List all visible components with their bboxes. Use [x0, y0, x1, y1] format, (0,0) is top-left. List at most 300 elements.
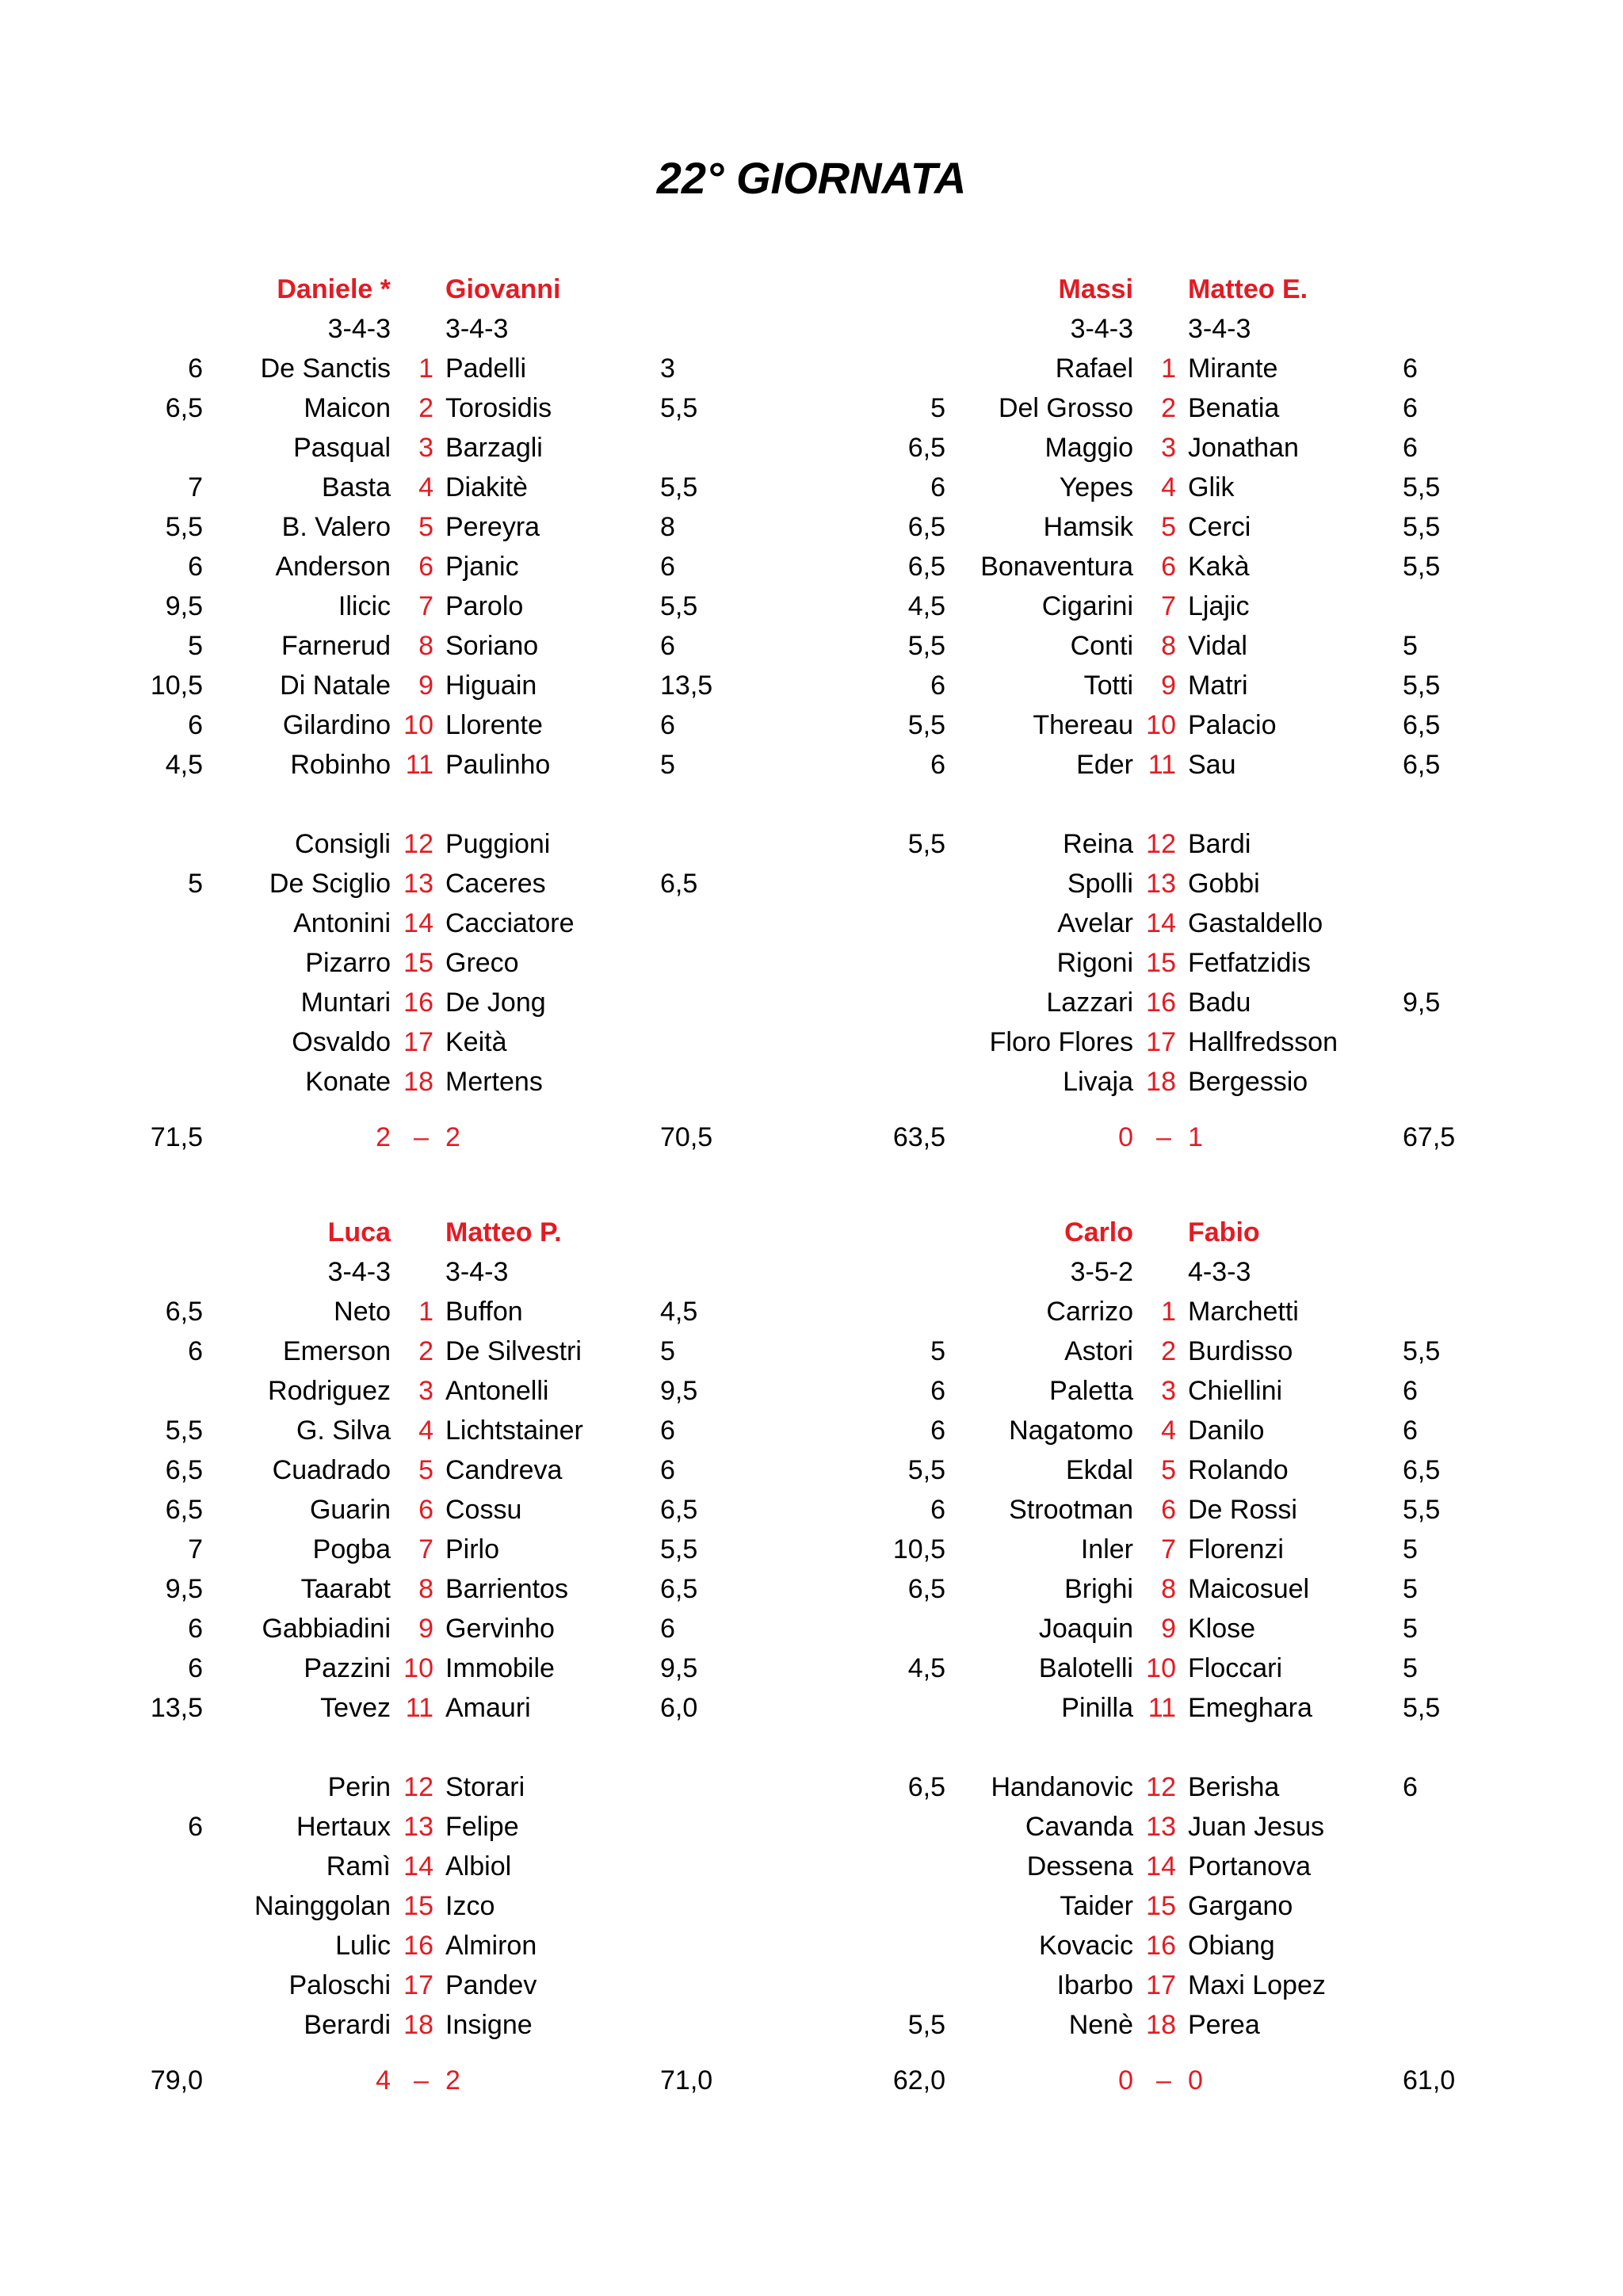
home-player-vote: 6,5 [165, 1495, 203, 1525]
shirt-number: 6 [418, 1495, 433, 1525]
away-player-vote: 5 [1403, 631, 1418, 661]
starter-row [0, 428, 812, 468]
shirt-number: 7 [418, 1534, 433, 1564]
away-goals: 0 [1188, 2065, 1203, 2095]
shirt-number: 12 [1146, 1772, 1176, 1802]
shirt-number: 18 [403, 1067, 433, 1097]
away-player-name: Vidal [1188, 631, 1247, 661]
away-player-vote: 5,5 [660, 472, 698, 502]
away-formation: 4-3-3 [1188, 1257, 1251, 1287]
home-player-vote: 6 [930, 750, 945, 780]
shirt-number: 11 [405, 1693, 433, 1723]
home-player-name: Cavanda [1025, 1812, 1133, 1842]
home-formation: 3-4-3 [327, 1257, 391, 1287]
home-player-name: Thereau [1033, 710, 1133, 740]
home-player-vote: 5,5 [907, 829, 945, 859]
shirt-number: 8 [418, 631, 433, 661]
score-separator: – [1156, 1122, 1171, 1152]
home-player-name: Robinho [290, 750, 391, 780]
shirt-number: 6 [1161, 552, 1176, 582]
bench-row [0, 904, 812, 943]
starter-row [0, 1411, 812, 1450]
shirt-number: 12 [403, 829, 433, 859]
home-player-name: Carrizo [1046, 1297, 1133, 1327]
away-player-name: Rolando [1188, 1455, 1289, 1485]
home-player-name: Maicon [304, 393, 391, 423]
home-player-name: Guarin [309, 1495, 391, 1525]
home-player-vote: 13,5 [150, 1693, 203, 1723]
home-player-name: Nainggolan [254, 1891, 391, 1921]
away-player-name: Gargano [1188, 1891, 1293, 1921]
shirt-number: 8 [1161, 631, 1176, 661]
away-player-name: Bardi [1188, 829, 1251, 859]
away-player-vote: 5,5 [1403, 1693, 1441, 1723]
home-player-name: Antonini [293, 908, 391, 938]
away-player-name: Glik [1188, 472, 1235, 502]
away-player-vote: 5,5 [1403, 512, 1441, 542]
home-formation: 3-5-2 [1070, 1257, 1133, 1287]
shirt-number: 17 [403, 1027, 433, 1057]
home-player-name: Joaquin [1038, 1614, 1133, 1644]
home-player-name: Di Natale [280, 670, 391, 701]
away-player-name: Pjanic [445, 552, 519, 582]
shirt-number: 5 [1161, 512, 1176, 542]
away-player-vote: 5,5 [1403, 1336, 1441, 1366]
starter-row [0, 666, 812, 705]
home-team-name: Carlo [1064, 1217, 1133, 1247]
home-player-vote: 6 [188, 552, 203, 582]
away-player-name: Lichtstainer [445, 1415, 583, 1446]
starter-row [743, 428, 1554, 468]
shirt-number: 12 [403, 1772, 433, 1802]
bench-row [0, 1966, 812, 2005]
starter-row [743, 349, 1554, 388]
home-formation: 3-4-3 [327, 314, 391, 344]
starter-row [0, 388, 812, 428]
away-player-name: Cossu [445, 1495, 522, 1525]
away-player-vote: 6,5 [660, 1574, 698, 1604]
away-player-vote: 5 [1403, 1574, 1418, 1604]
away-formation: 3-4-3 [445, 1257, 509, 1287]
shirt-number: 10 [1146, 1653, 1176, 1683]
away-player-vote: 6 [1403, 353, 1418, 384]
away-player-name: Maxi Lopez [1188, 1970, 1326, 2000]
shirt-number: 3 [418, 1376, 433, 1406]
bench-row [743, 1847, 1554, 1886]
away-player-name: De Rossi [1188, 1495, 1297, 1525]
shirt-number: 16 [403, 1931, 433, 1961]
shirt-number: 15 [403, 948, 433, 978]
starter-row [743, 1688, 1554, 1728]
away-player-vote: 6,5 [660, 869, 698, 899]
away-player-name: Perea [1188, 2010, 1260, 2040]
away-player-name: Portanova [1188, 1851, 1311, 1881]
home-total: 62,0 [892, 2065, 945, 2095]
home-player-name: Ekdal [1065, 1455, 1133, 1485]
starter-row [743, 1530, 1554, 1569]
bench-row [743, 1966, 1554, 2005]
home-player-vote: 6 [930, 1415, 945, 1446]
shirt-number: 2 [1161, 1336, 1176, 1366]
home-player-vote: 6 [930, 1376, 945, 1406]
away-player-vote: 6 [660, 1455, 675, 1485]
away-player-name: Bergessio [1188, 1067, 1308, 1097]
home-player-name: Rigoni [1056, 948, 1133, 978]
away-player-name: Emeghara [1188, 1693, 1312, 1723]
starter-row [743, 666, 1554, 705]
home-player-vote: 6 [930, 1495, 945, 1525]
away-player-vote: 6 [660, 1614, 675, 1644]
score-separator: – [414, 1122, 429, 1152]
starter-row [0, 1688, 812, 1728]
home-player-vote: 6,5 [165, 1297, 203, 1327]
away-player-vote: 6,5 [1403, 1455, 1441, 1485]
starter-row [0, 1450, 812, 1490]
starter-row [743, 745, 1554, 785]
starter-row [743, 1371, 1554, 1411]
home-player-name: Eder [1076, 750, 1133, 780]
home-player-name: Pazzini [304, 1653, 391, 1683]
away-team-name: Giovanni [445, 274, 561, 304]
away-player-name: Greco [445, 948, 519, 978]
away-player-name: Obiang [1188, 1931, 1275, 1961]
home-player-name: Perin [327, 1772, 391, 1802]
shirt-number: 5 [418, 512, 433, 542]
shirt-number: 1 [1161, 1297, 1176, 1327]
away-player-name: Gastaldello [1188, 908, 1323, 938]
home-goals: 0 [1118, 2065, 1133, 2095]
away-player-vote: 6,5 [1403, 710, 1441, 740]
home-player-name: Tevez [320, 1693, 391, 1723]
home-player-vote: 6,5 [907, 1772, 945, 1802]
away-player-name: Candreva [445, 1455, 563, 1485]
away-player-name: Chiellini [1188, 1376, 1283, 1406]
shirt-number: 8 [418, 1574, 433, 1604]
home-player-name: B. Valero [281, 512, 391, 542]
home-player-name: Avelar [1057, 908, 1133, 938]
home-player-name: Farnerud [281, 631, 391, 661]
starter-row [743, 1569, 1554, 1609]
shirt-number: 17 [1146, 1027, 1176, 1057]
bench-row [743, 904, 1554, 943]
home-total: 63,5 [892, 1122, 945, 1152]
home-player-name: Pinilla [1061, 1693, 1133, 1723]
score-row [0, 2061, 812, 2100]
home-player-name: Reina [1063, 829, 1133, 859]
shirt-number: 13 [403, 1812, 433, 1842]
home-player-vote: 4,5 [165, 750, 203, 780]
away-player-name: Antonelli [445, 1376, 549, 1406]
away-player-name: Benatia [1188, 393, 1280, 423]
away-player-vote: 4,5 [660, 1297, 698, 1327]
home-player-name: Yepes [1059, 472, 1133, 502]
shirt-number: 14 [403, 908, 433, 938]
home-player-vote: 5 [188, 631, 203, 661]
match-card [743, 0, 1554, 1152]
shirt-number: 4 [418, 472, 433, 502]
home-player-name: Berardi [304, 2010, 391, 2040]
home-player-vote: 5,5 [907, 2010, 945, 2040]
away-player-vote: 5,5 [1403, 1495, 1441, 1525]
away-player-name: Insigne [445, 2010, 533, 2040]
home-player-name: Handanovic [991, 1772, 1133, 1802]
home-player-vote: 6,5 [907, 1574, 945, 1604]
shirt-number: 18 [403, 2010, 433, 2040]
away-goals: 2 [445, 2065, 460, 2095]
starter-row [743, 1648, 1554, 1688]
home-player-name: Rodriguez [268, 1376, 391, 1406]
away-player-vote: 6 [660, 552, 675, 582]
shirt-number: 14 [403, 1851, 433, 1881]
home-player-name: Floro Flores [989, 1027, 1133, 1057]
away-player-vote: 6,5 [660, 1495, 698, 1525]
away-player-vote: 9,5 [660, 1376, 698, 1406]
starter-row [0, 586, 812, 626]
home-player-vote: 6 [188, 710, 203, 740]
away-total: 71,0 [660, 2065, 713, 2095]
home-player-name: Astori [1064, 1336, 1133, 1366]
home-player-name: Taarabt [300, 1574, 391, 1604]
away-player-name: Gervinho [445, 1614, 555, 1644]
home-player-name: Bonaventura [980, 552, 1133, 582]
shirt-number: 10 [1146, 710, 1176, 740]
home-player-vote: 5,5 [165, 512, 203, 542]
score-row [743, 2061, 1554, 2100]
starter-row [743, 547, 1554, 586]
away-player-name: Barrientos [445, 1574, 568, 1604]
formation-row [743, 1252, 1554, 1292]
home-player-name: Paloschi [288, 1970, 391, 2000]
home-player-name: Kovacic [1038, 1931, 1133, 1961]
away-player-name: Maicosuel [1188, 1574, 1310, 1604]
home-player-vote: 5 [188, 869, 203, 899]
away-player-name: Soriano [445, 631, 539, 661]
home-player-name: Nagatomo [1009, 1415, 1133, 1446]
away-player-name: Jonathan [1188, 433, 1299, 463]
away-formation: 3-4-3 [445, 314, 509, 344]
away-player-vote: 6 [1403, 433, 1418, 463]
away-goals: 2 [445, 1122, 460, 1152]
starter-row [0, 1530, 812, 1569]
starter-row [0, 1609, 812, 1648]
home-player-name: Conti [1070, 631, 1133, 661]
away-player-name: Llorente [445, 710, 543, 740]
shirt-number: 16 [403, 988, 433, 1018]
bench-row [0, 824, 812, 864]
home-player-name: Hertaux [296, 1812, 391, 1842]
bench-row [743, 1926, 1554, 1966]
shirt-number: 8 [1161, 1574, 1176, 1604]
shirt-number: 7 [1161, 591, 1176, 621]
away-player-name: Buffon [445, 1297, 523, 1327]
home-player-name: De Sciglio [269, 869, 391, 899]
shirt-number: 14 [1146, 1851, 1176, 1881]
bench-row [0, 2005, 812, 2045]
away-player-vote: 5 [660, 750, 675, 780]
shirt-number: 7 [1161, 1534, 1176, 1564]
away-player-name: Amauri [445, 1693, 531, 1723]
shirt-number: 10 [403, 710, 433, 740]
away-player-vote: 5 [1403, 1614, 1418, 1644]
home-player-name: Lazzari [1046, 988, 1133, 1018]
home-player-name: Neto [334, 1297, 391, 1327]
bench-row [0, 1767, 812, 1807]
away-player-name: Florenzi [1188, 1534, 1284, 1564]
away-player-vote: 5,5 [1403, 670, 1441, 701]
away-player-name: Padelli [445, 353, 527, 384]
team-names-row [0, 1213, 812, 1252]
away-player-name: Pereyra [445, 512, 540, 542]
match-card [743, 943, 1554, 2095]
home-player-vote: 5 [930, 393, 945, 423]
home-player-vote: 6 [930, 472, 945, 502]
home-player-vote: 6 [188, 353, 203, 384]
shirt-number: 4 [418, 1415, 433, 1446]
home-total: 71,5 [150, 1122, 203, 1152]
shirt-number: 1 [1161, 353, 1176, 384]
home-player-vote: 5,5 [907, 1455, 945, 1485]
away-team-name: Fabio [1188, 1217, 1260, 1247]
away-player-vote: 6 [660, 631, 675, 661]
away-player-name: Fetfatzidis [1188, 948, 1311, 978]
bench-row [743, 824, 1554, 864]
bench-row [0, 1926, 812, 1966]
away-total: 61,0 [1403, 2065, 1456, 2095]
home-player-vote: 4,5 [907, 591, 945, 621]
shirt-number: 6 [418, 552, 433, 582]
bench-row [743, 1886, 1554, 1926]
shirt-number: 10 [403, 1653, 433, 1683]
shirt-number: 1 [418, 1297, 433, 1327]
team-names-row [743, 1213, 1554, 1252]
away-player-vote: 6 [660, 1415, 675, 1446]
away-player-vote: 5,5 [1403, 552, 1441, 582]
shirt-number: 11 [1148, 750, 1176, 780]
home-player-name: Livaja [1063, 1067, 1133, 1097]
away-player-name: De Jong [445, 988, 546, 1018]
shirt-number: 11 [405, 750, 433, 780]
starter-row [0, 1331, 812, 1371]
away-player-vote: 8 [660, 512, 675, 542]
home-player-vote: 6 [188, 1614, 203, 1644]
away-player-vote: 3 [660, 353, 675, 384]
home-player-vote: 5,5 [165, 1415, 203, 1446]
formation-row [0, 1252, 812, 1292]
away-player-vote: 5 [1403, 1534, 1418, 1564]
starter-row [0, 745, 812, 785]
shirt-number: 7 [418, 591, 433, 621]
home-player-name: Consigli [295, 829, 391, 859]
home-player-name: Anderson [275, 552, 391, 582]
shirt-number: 9 [418, 1614, 433, 1644]
shirt-number: 17 [1146, 1970, 1176, 2000]
bench-row [0, 864, 812, 904]
shirt-number: 11 [1148, 1693, 1176, 1723]
shirt-number: 9 [418, 670, 433, 701]
home-player-vote: 10,5 [892, 1534, 945, 1564]
home-team-name: Luca [327, 1217, 391, 1247]
bench-row [0, 1886, 812, 1926]
bench-row [743, 864, 1554, 904]
starter-row [0, 349, 812, 388]
bench-row [0, 1807, 812, 1847]
away-player-name: Matri [1188, 670, 1248, 701]
shirt-number: 3 [1161, 433, 1176, 463]
bench-row [743, 2005, 1554, 2045]
starter-row [743, 1292, 1554, 1331]
home-player-vote: 7 [188, 1534, 203, 1564]
away-player-vote: 5 [660, 1336, 675, 1366]
starter-row [743, 1490, 1554, 1530]
away-player-name: Keità [445, 1027, 507, 1057]
home-player-name: Cuadrado [272, 1455, 391, 1485]
home-player-vote: 9,5 [165, 1574, 203, 1604]
home-player-name: Maggio [1044, 433, 1133, 463]
shirt-number: 18 [1146, 2010, 1176, 2040]
home-formation: 3-4-3 [1070, 314, 1133, 344]
home-player-name: Pasqual [293, 433, 391, 463]
home-player-vote: 6 [188, 1336, 203, 1366]
away-player-vote: 5 [1403, 1653, 1418, 1683]
home-player-name: Gabbiadini [262, 1614, 391, 1644]
starter-row [0, 1648, 812, 1688]
home-player-name: Emerson [282, 1336, 391, 1366]
starter-row [0, 547, 812, 586]
shirt-number: 17 [403, 1970, 433, 2000]
away-player-name: De Silvestri [445, 1336, 582, 1366]
home-player-name: Rafael [1055, 353, 1133, 384]
starter-row [743, 1331, 1554, 1371]
away-player-vote: 6 [660, 710, 675, 740]
away-player-name: Ljajic [1188, 591, 1250, 621]
home-player-name: Osvaldo [292, 1027, 391, 1057]
away-formation: 3-4-3 [1188, 314, 1251, 344]
away-player-name: Paulinho [445, 750, 551, 780]
away-player-name: Hallfredsson [1188, 1027, 1338, 1057]
starter-row [0, 1292, 812, 1331]
shirt-number: 2 [418, 393, 433, 423]
starter-row [743, 507, 1554, 547]
home-player-name: Taider [1060, 1891, 1133, 1921]
away-player-name: Badu [1188, 988, 1251, 1018]
home-player-name: Konate [305, 1067, 391, 1097]
home-player-name: Ilicic [338, 591, 391, 621]
shirt-number: 2 [1161, 393, 1176, 423]
away-player-name: Mirante [1188, 353, 1278, 384]
home-player-vote: 6,5 [907, 552, 945, 582]
shirt-number: 6 [1161, 1495, 1176, 1525]
away-player-name: Higuain [445, 670, 537, 701]
shirt-number: 9 [1161, 1614, 1176, 1644]
away-player-name: Gobbi [1188, 869, 1260, 899]
away-player-vote: 6,0 [660, 1693, 698, 1723]
shirt-number: 13 [1146, 1812, 1176, 1842]
away-total: 67,5 [1403, 1122, 1456, 1152]
score-separator: – [1156, 2065, 1171, 2095]
home-total: 79,0 [150, 2065, 203, 2095]
starter-row [0, 507, 812, 547]
home-player-vote: 5,5 [907, 631, 945, 661]
away-player-vote: 6 [1403, 1415, 1418, 1446]
shirt-number: 1 [418, 353, 433, 384]
home-player-name: Hamsik [1043, 512, 1133, 542]
shirt-number: 16 [1146, 1931, 1176, 1961]
home-player-name: Cigarini [1041, 591, 1133, 621]
home-player-vote: 10,5 [150, 670, 203, 701]
starter-row [743, 1609, 1554, 1648]
away-player-vote: 5,5 [660, 393, 698, 423]
home-player-vote: 6,5 [165, 393, 203, 423]
